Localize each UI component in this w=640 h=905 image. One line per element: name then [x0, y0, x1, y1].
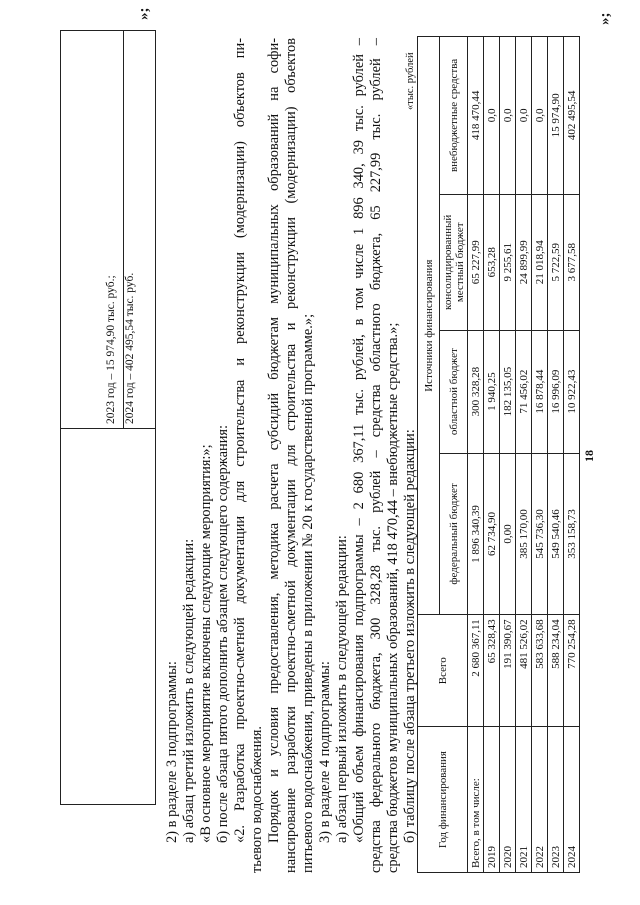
- cell-year: 2019: [484, 727, 500, 873]
- header-sources: Источники финансирования: [418, 37, 440, 615]
- table-row: [500, 37, 516, 873]
- cell-total: 2 680 367,11: [468, 615, 484, 727]
- body-line-5: «2. Разработка проектно-сметной документации для строительства и реконструкции (модернизации) объектов пи-: [232, 38, 248, 843]
- cell-extra: 0,0: [532, 37, 548, 195]
- top-table-line-1: 2023 год – 15 974,90 тыс. руб.;: [105, 275, 117, 424]
- cell-year: 2022: [532, 727, 548, 873]
- cell-regional: 16 996,09: [548, 330, 564, 453]
- cell-federal: 62 734,90: [484, 453, 500, 615]
- cell-total: 481 526,02: [516, 615, 532, 727]
- body-line-12: «Общий объем финансирования подпрограммы – 2 680 367,11 тыс. рублей, в том числе 1 896 340, 39 тыс. рублей –: [351, 38, 367, 843]
- cell-local: 3 677,58: [564, 194, 580, 330]
- cell-local: 9 255,61: [500, 194, 516, 330]
- body-line-15: б) таблицу после абзаца третьего изложить в следующей редакции:: [402, 429, 418, 843]
- body-line-6: тьевого водоснабжения.: [249, 725, 265, 873]
- cell-year: 2024: [564, 727, 580, 873]
- table-row: [548, 37, 564, 873]
- header-year: Год финансирования: [418, 727, 468, 873]
- cell-local: 24 899,99: [516, 194, 532, 330]
- body-line-9: питьевого водоснабжения, приведены в приложении № 20 к государственной программе.»;: [300, 313, 316, 873]
- body-line-8: нансирование разработки проектно-сметной документации для строительства и реконструкции (модернизации) объектов: [283, 38, 299, 873]
- cell-local: 653,28: [484, 194, 500, 330]
- table-row: [532, 37, 548, 873]
- body-line-2: а) абзац третий изложить в следующей редакции:: [181, 538, 197, 843]
- body-line-7: Порядок и условия предоставления, методика расчета субсидий бюджетам муниципальных образований на софи-: [266, 38, 282, 843]
- cell-federal: 353 158,73: [564, 453, 580, 615]
- unit-label: «тыс. рублей: [405, 52, 416, 110]
- body-line-11: а) абзац первый изложить в следующей редакции:: [334, 535, 350, 843]
- body-line-13: средства федерального бюджета, 300 328,28 тыс. рублей – средства областного бюджета, 65 227,99 тыс. рублей –: [368, 38, 384, 873]
- cell-extra: 402 495,54: [564, 37, 580, 195]
- body-line-4: б) после абзаца пятого дополнить абзацем следующего содержания:: [215, 424, 231, 843]
- cell-total: 583 633,68: [532, 615, 548, 727]
- finance-table: [417, 36, 580, 873]
- cell-extra: 15 974,90: [548, 37, 564, 195]
- cell-regional: 300 328,28: [468, 330, 484, 453]
- top-table: [60, 30, 156, 805]
- body-line-14: средства бюджетов муниципальных образований, 418 470,44 – внебюджетные средства.»;: [385, 322, 401, 873]
- cell-extra: 0,0: [516, 37, 532, 195]
- cell-federal: 0,00: [500, 453, 516, 615]
- cell-regional: 10 922,43: [564, 330, 580, 453]
- cell-total: 191 390,67: [500, 615, 516, 727]
- header-local: консолидированный местный бюджет: [440, 194, 468, 330]
- header-regional: областной бюджет: [440, 330, 468, 453]
- cell-extra: 418 470,44: [468, 37, 484, 195]
- table-row: [468, 37, 484, 873]
- cell-local: 21 018,94: [532, 194, 548, 330]
- cell-regional: 16 878,44: [532, 330, 548, 453]
- cell-total: 770 254,28: [564, 615, 580, 727]
- cell-year: 2020: [500, 727, 516, 873]
- cell-federal: 549 540,46: [548, 453, 564, 615]
- cell-extra: 0,0: [500, 37, 516, 195]
- cell-regional: 71 456,02: [516, 330, 532, 453]
- table-row: [516, 37, 532, 873]
- body-line-3: «В основное мероприятие включены следующие мероприятия:»;: [198, 444, 214, 843]
- header-total: Всего: [418, 615, 468, 727]
- body-line-10: 3) в разделе 4 подпрограммы:: [317, 661, 333, 843]
- cell-total: 65 328,43: [484, 615, 500, 727]
- closing-quote-top: »;: [136, 7, 152, 20]
- cell-local: 65 227,99: [468, 194, 484, 330]
- table-row: [484, 37, 500, 873]
- cell-year: 2021: [516, 727, 532, 873]
- header-federal: федеральный бюджет: [440, 453, 468, 615]
- cell-federal: 385 170,00: [516, 453, 532, 615]
- header-extra: внебюджетные средства: [440, 37, 468, 195]
- cell-federal: 545 736,30: [532, 453, 548, 615]
- top-table-divider: [61, 428, 155, 429]
- cell-extra: 0,0: [484, 37, 500, 195]
- table-row: [564, 37, 580, 873]
- closing-quote-bottom: »;: [597, 12, 613, 25]
- cell-total: 588 234,04: [548, 615, 564, 727]
- cell-federal: 1 896 340,39: [468, 453, 484, 615]
- cell-year: 2023: [548, 727, 564, 873]
- cell-local: 5 722,59: [548, 194, 564, 330]
- top-table-line-2: 2024 год – 402 495,54 тыс. руб.: [124, 272, 136, 424]
- page-number: 18: [582, 450, 596, 462]
- cell-regional: 182 135,05: [500, 330, 516, 453]
- body-line-1: 2) в разделе 3 подпрограммы:: [164, 661, 180, 843]
- cell-year: Всего, в том числе:: [468, 727, 484, 873]
- cell-regional: 1 940,25: [484, 330, 500, 453]
